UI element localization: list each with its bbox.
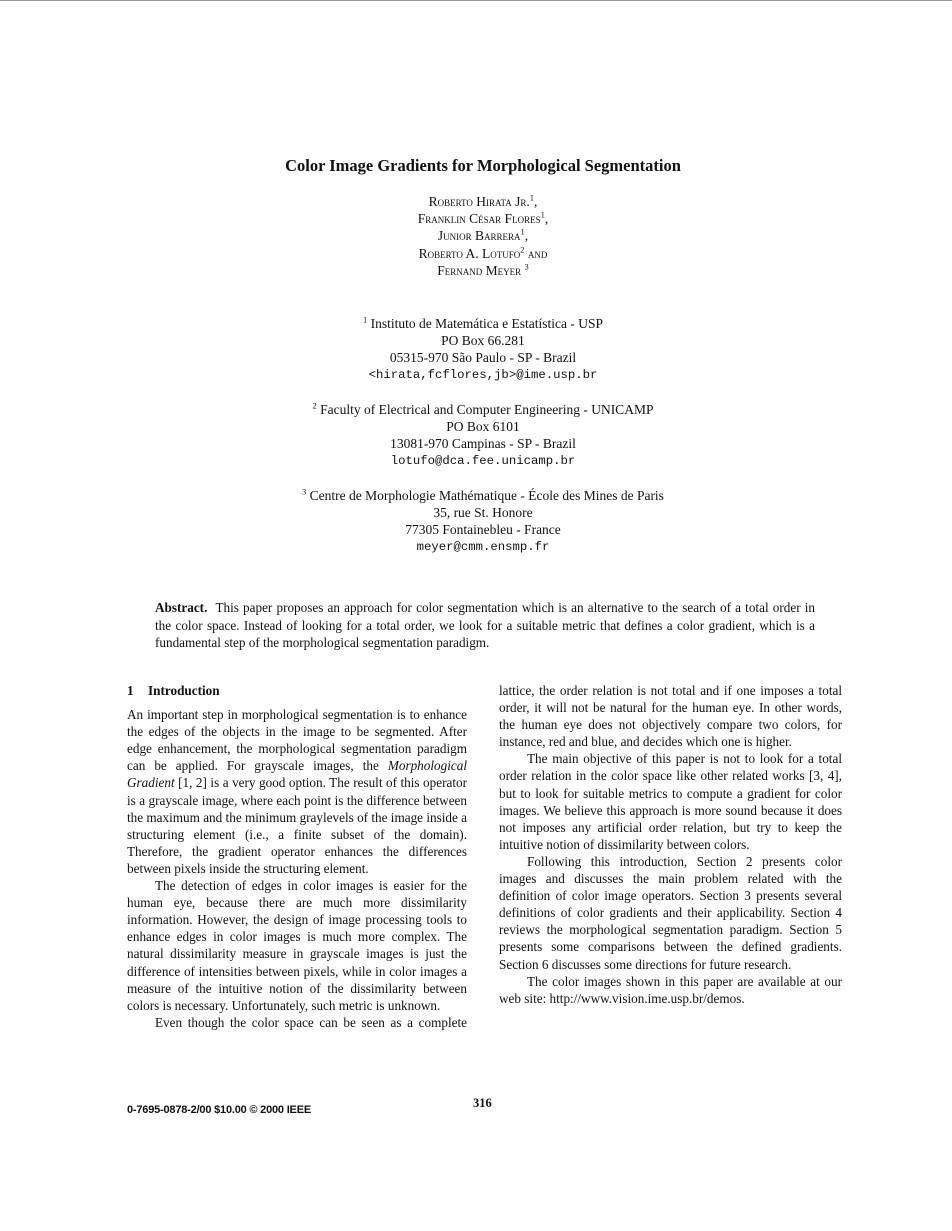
- email-address: meyer@cmm.ensmp.fr: [416, 539, 550, 554]
- paragraph: Even though the color space can be seen as a complete: [155, 1014, 467, 1030]
- paragraph: Following this introduction, Section 2 presents color images and discusses the main problem related with the definition of color image operators. Section 3 presents several definitions of color gradients and their applicability. Section 4 reviews the morphological segmentation paradigm. Section 5 presents some comparisons between the defined gradients. Section 6 discusses some directions for future research.: [499, 853, 842, 972]
- author: Roberto Hirata Jr.$^1$,: [428, 192, 538, 209]
- author-list: [0, 193, 952, 279]
- top-border: [0, 0, 952, 1]
- paragraph: The detection of edges in color images is easier for the human eye, because there are much more dissimilarity information. However, the design of image processing tools to enhance edges in color images is much more complex. The natural dissimilarity measure in grayscale images is just the difference of intensities between pixels, while in color images a measure of the intuitive notion of the dissimilarity between colors is necessary. Unfortunately, such metric is unknown.: [127, 878, 467, 1013]
- author: Junior Barrera$^1$,: [437, 226, 529, 244]
- page-number: 316: [473, 1096, 492, 1110]
- affiliation-2: $^2$ Faculty of Electrical and Computer Engineering - UNICAMP PO Box 6101 13081-970 Campinas - SP - Brazil lotufo@dca.fee.unicamp.br: [0, 401, 952, 470]
- email-address: lotufo@dca.fee.unicamp.br: [390, 453, 576, 468]
- abstract: [155, 599, 815, 652]
- author: Fernand Meyer $^3$: [437, 261, 529, 278]
- section-heading: 1 Introduction: [127, 683, 220, 698]
- left-column: [127, 682, 467, 1031]
- paragraph-continued: lattice, the order relation is not total and if one imposes a total order, it will not be natural for the human eye. In other words, the human eye does not objectively compare two colors, for instance, red and blue, and decides which one is higher.: [499, 683, 842, 750]
- abstract-text: This paper proposes an approach for color segmentation which is an alternative to the search of a total order in the color space. Instead of looking for a total order, we look for a suitable metric that defines a color gradient, which is a fundamental step of the morphological segmentation paradigm.: [155, 600, 815, 650]
- email-address: <hirata,fcflores,jb>@ime.usp.br: [368, 367, 598, 382]
- affiliation-1: $^1$ Instituto de Matemática e Estatística - USP PO Box 66.281 05315-970 São Paulo - SP - Brazil <hirata,fcflores,jb>@ime.usp.br: [0, 315, 952, 384]
- right-column: [499, 682, 842, 1007]
- copyright-notice: 0-7695-0878-2/00 $10.00 © 2000 IEEE: [127, 1104, 311, 1116]
- paragraph: The color images shown in this paper are available at our web site: http://www.vision.ime.usp.br/demos.: [499, 973, 842, 1006]
- abstract-label: Abstract.: [155, 600, 208, 615]
- paper-title: Color Image Gradients for Morphological Segmentation: [285, 156, 681, 175]
- author: Franklin César Flores$^1$,: [417, 209, 549, 227]
- paragraph: An important step in morphological segmentation is to enhance the edges of the objects in the image to be segmented. After edge enhancement, the morphological segmentation paradigm can be applied. For grayscale images, the Morphological Gradient [1, 2] is a very good option. The result of this operator is a grayscale image, where each point is the difference between the maximum and the minimum graylevels of the image inside a structuring element (i.e., a finite subset of the domain). Therefore, the gradient operator enhances the differences between pixels inside the structuring element.: [127, 707, 467, 876]
- paragraph: The main objective of this paper is not to look for a total order relation in the color space like other related works [3, 4], but to look for suitable metrics to compute a gradient for color images. We believe this approach is more sound because it does not imposes any artificial order relation, but try to keep the intuitive notion of dissimilarity between colors.: [499, 751, 842, 852]
- affiliation-3: $^3$ Centre de Morphologie Mathématique - École des Mines de Paris 35, rue St. Honore 77305 Fontainebleu - France meyer@cmm.ensmp.fr: [0, 487, 952, 556]
- author: Roberto A. Lotufo$^2$ and: [418, 244, 548, 261]
